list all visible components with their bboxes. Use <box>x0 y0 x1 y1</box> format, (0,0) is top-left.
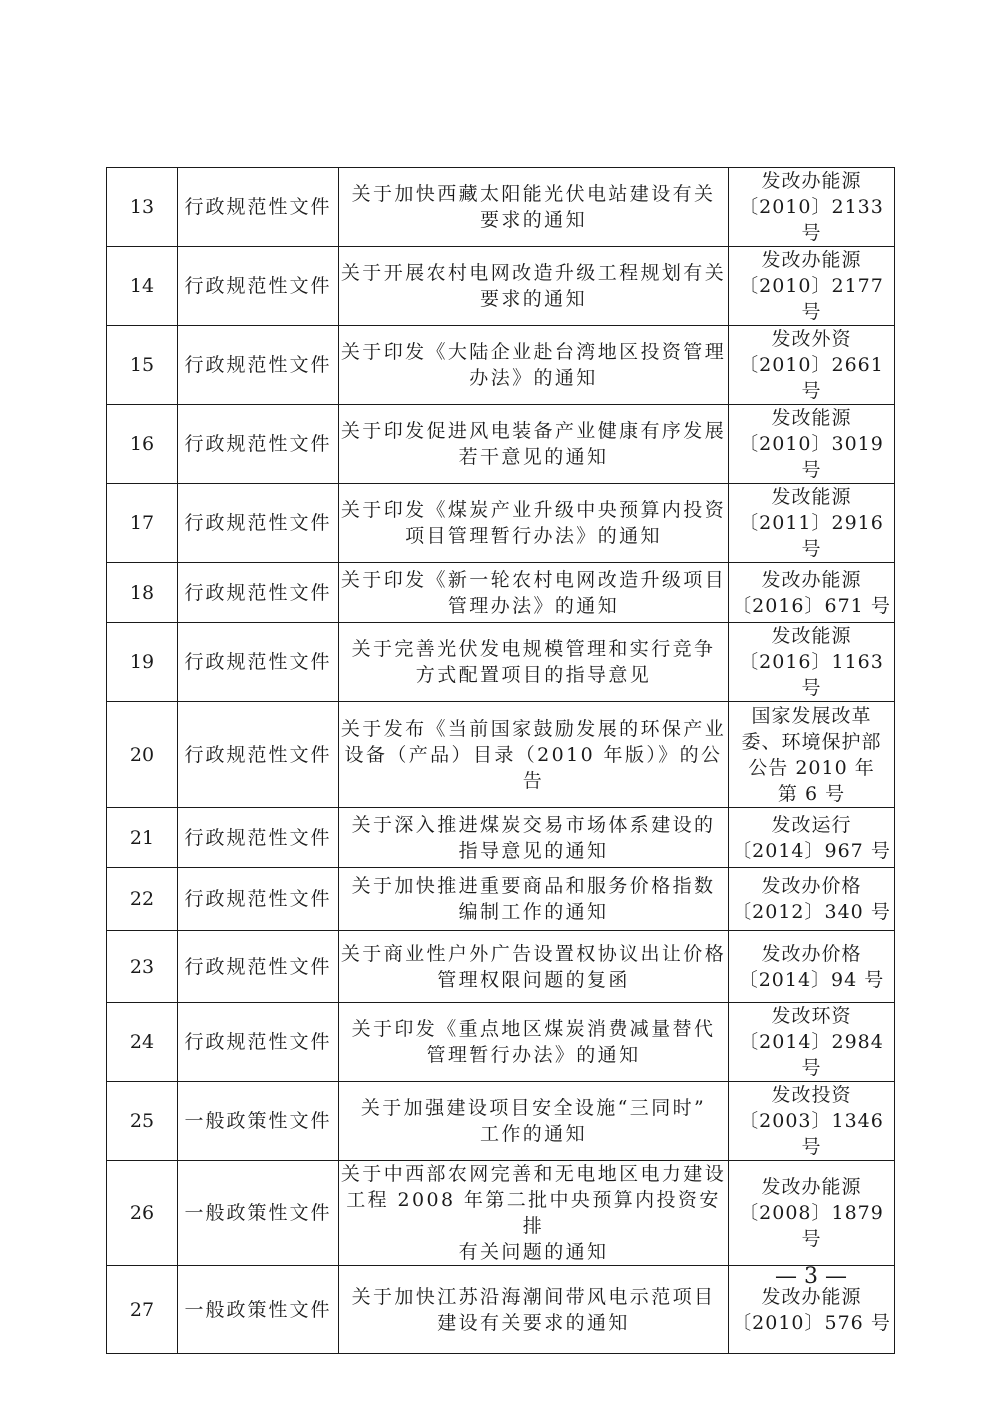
document-table <box>106 167 895 1354</box>
document-title-cell <box>339 326 729 405</box>
document-title: 关于加快西藏太阳能光伏电站建设有关 要求的通知 <box>351 183 716 231</box>
table-row <box>107 702 895 808</box>
document-number-cell <box>729 1003 895 1082</box>
document-title-cell <box>339 405 729 484</box>
row-number: 13 <box>129 196 155 218</box>
document-number-cell <box>729 168 895 247</box>
table-row <box>107 623 895 702</box>
document-type-cell <box>178 623 339 702</box>
table-row <box>107 405 895 484</box>
row-number: 16 <box>129 433 155 455</box>
row-number-cell <box>107 702 178 808</box>
document-number: 发改办能源 〔2010〕2177 号 <box>739 249 884 323</box>
document-number: 发改办价格 〔2012〕340 号 <box>732 875 891 923</box>
document-title: 关于深入推进煤炭交易市场体系建设的 指导意见的通知 <box>351 813 716 862</box>
document-type: 行政规范性文件 <box>184 1031 332 1053</box>
document-title: 关于印发《新一轮农村电网改造升级项目 管理办法》的通知 <box>340 568 727 617</box>
row-number-cell <box>107 405 178 484</box>
document-table-body <box>107 168 895 1354</box>
document-number-cell <box>729 623 895 702</box>
document-type-cell <box>178 808 339 868</box>
document-title: 关于印发《大陆企业赴台湾地区投资管理 办法》的通知 <box>340 341 727 389</box>
document-type: 行政规范性文件 <box>184 581 332 604</box>
document-type-cell <box>178 326 339 405</box>
document-title: 关于发布《当前国家鼓励发展的环保产业 设备（产品）目录（2010 年版）》的公告 <box>340 717 727 792</box>
row-number-cell <box>107 247 178 326</box>
document-title: 关于印发《煤炭产业升级中央预算内投资 项目管理暂行办法》的通知 <box>340 499 727 547</box>
document-title-cell <box>339 931 729 1003</box>
table-row <box>107 1003 895 1082</box>
document-title-cell <box>339 1266 729 1354</box>
document-title-cell <box>339 168 729 247</box>
document-number-cell <box>729 326 895 405</box>
document-number: 发改环资 〔2014〕2984 号 <box>739 1005 884 1079</box>
document-type-cell <box>178 1161 339 1266</box>
row-number-cell <box>107 623 178 702</box>
document-title: 关于加强建设项目安全设施“三同时” 工作的通知 <box>360 1097 707 1145</box>
row-number: 19 <box>129 651 155 673</box>
document-number: 发改外资 〔2010〕2661 号 <box>739 328 884 402</box>
row-number-cell <box>107 563 178 623</box>
document-type-cell <box>178 868 339 931</box>
page-number: — 3 — <box>775 1264 847 1289</box>
table-row <box>107 563 895 623</box>
document-type-cell <box>178 405 339 484</box>
row-number: 14 <box>129 275 155 297</box>
document-title: 关于完善光伏发电规模管理和实行竞争 方式配置项目的指导意见 <box>351 638 716 686</box>
table-row <box>107 326 895 405</box>
document-title-cell <box>339 1082 729 1161</box>
document-number-cell <box>729 405 895 484</box>
document-type: 行政规范性文件 <box>184 955 332 978</box>
document-title: 关于加快江苏沿海潮间带风电示范项目 建设有关要求的通知 <box>351 1285 716 1334</box>
row-number-cell <box>107 484 178 563</box>
document-title-cell <box>339 247 729 326</box>
document-type: 行政规范性文件 <box>184 196 332 218</box>
document-type: 行政规范性文件 <box>184 651 332 673</box>
row-number-cell <box>107 168 178 247</box>
table-row <box>107 247 895 326</box>
document-number: 发改能源 〔2011〕2916 号 <box>739 486 884 560</box>
table-row <box>107 931 895 1003</box>
document-title-cell <box>339 563 729 623</box>
row-number-cell <box>107 1161 178 1266</box>
document-number: 发改办能源 〔2008〕1879 号 <box>739 1176 884 1250</box>
document-title: 关于印发《重点地区煤炭消费减量替代 管理暂行办法》的通知 <box>351 1018 716 1066</box>
row-number-cell <box>107 931 178 1003</box>
row-number: 21 <box>129 826 155 849</box>
document-type: 行政规范性文件 <box>184 743 332 766</box>
document-title-cell <box>339 702 729 808</box>
document-number-cell <box>729 1161 895 1266</box>
document-number: 发改投资 〔2003〕1346 号 <box>739 1084 884 1158</box>
document-number: 发改运行 〔2014〕967 号 <box>732 813 891 862</box>
document-type-cell <box>178 1266 339 1354</box>
table-row <box>107 1161 895 1266</box>
document-number: 发改办价格 〔2014〕94 号 <box>738 942 885 991</box>
document-number-cell <box>729 484 895 563</box>
row-number: 15 <box>129 354 155 376</box>
table-row <box>107 484 895 563</box>
row-number-cell <box>107 1003 178 1082</box>
row-number-cell <box>107 868 178 931</box>
document-number-cell <box>729 931 895 1003</box>
document-title-cell <box>339 623 729 702</box>
document-type-cell <box>178 1003 339 1082</box>
document-title: 关于开展农村电网改造升级工程规划有关 要求的通知 <box>340 262 727 310</box>
document-number-cell <box>729 1082 895 1161</box>
document-title: 关于商业性户外广告设置权协议出让价格 管理权限问题的复函 <box>340 942 727 991</box>
row-number: 24 <box>129 1031 155 1053</box>
row-number: 25 <box>129 1110 155 1132</box>
document-title-cell <box>339 808 729 868</box>
document-number: 发改办能源 〔2016〕671 号 <box>732 568 891 617</box>
document-title: 关于印发促进风电装备产业健康有序发展 若干意见的通知 <box>340 420 727 468</box>
document-type-cell <box>178 931 339 1003</box>
document-number: 发改能源 〔2016〕1163 号 <box>739 625 884 699</box>
row-number: 27 <box>129 1298 155 1321</box>
document-type: 行政规范性文件 <box>184 354 332 376</box>
document-title: 关于中西部农网完善和无电地区电力建设 工程 2008 年第二批中央预算内投资安排 有关问题的通知 <box>340 1163 727 1263</box>
document-number-cell <box>729 247 895 326</box>
document-title-cell <box>339 1003 729 1082</box>
document-type: 一般政策性文件 <box>184 1202 332 1224</box>
document-number-cell <box>729 563 895 623</box>
document-type-cell <box>178 1082 339 1161</box>
document-type-cell <box>178 168 339 247</box>
document-number: 发改能源 〔2010〕3019 号 <box>739 407 884 481</box>
document-number: 发改办能源 〔2010〕576 号 <box>732 1285 891 1334</box>
row-number: 23 <box>129 955 155 978</box>
document-title: 关于加快推进重要商品和服务价格指数 编制工作的通知 <box>351 875 716 923</box>
document-type: 行政规范性文件 <box>184 433 332 455</box>
row-number: 18 <box>129 581 155 604</box>
document-title-cell <box>339 1161 729 1266</box>
document-type-cell <box>178 702 339 808</box>
document-title-cell <box>339 868 729 931</box>
document-type-cell <box>178 484 339 563</box>
document-type: 行政规范性文件 <box>184 275 332 297</box>
row-number: 20 <box>129 743 155 766</box>
table-row <box>107 808 895 868</box>
document-number: 发改办能源 〔2010〕2133 号 <box>739 170 884 244</box>
document-number-cell <box>729 808 895 868</box>
document-number-cell <box>729 868 895 931</box>
document-number: 国家发展改革 委、环境保护部 公告 2010 年 第 6 号 <box>741 704 882 805</box>
document-type: 行政规范性文件 <box>184 826 332 849</box>
row-number: 22 <box>129 888 155 910</box>
row-number: 26 <box>129 1202 155 1224</box>
document-number-cell <box>729 702 895 808</box>
document-type: 一般政策性文件 <box>184 1110 332 1132</box>
table-row <box>107 168 895 247</box>
row-number-cell <box>107 808 178 868</box>
document-type: 行政规范性文件 <box>184 512 332 534</box>
table-row <box>107 868 895 931</box>
document-type: 行政规范性文件 <box>184 888 332 910</box>
row-number-cell <box>107 1266 178 1354</box>
document-title-cell <box>339 484 729 563</box>
document-type: 一般政策性文件 <box>184 1298 332 1321</box>
document-type-cell <box>178 247 339 326</box>
table-row <box>107 1082 895 1161</box>
row-number-cell <box>107 326 178 405</box>
row-number: 17 <box>129 512 155 534</box>
document-type-cell <box>178 563 339 623</box>
row-number-cell <box>107 1082 178 1161</box>
